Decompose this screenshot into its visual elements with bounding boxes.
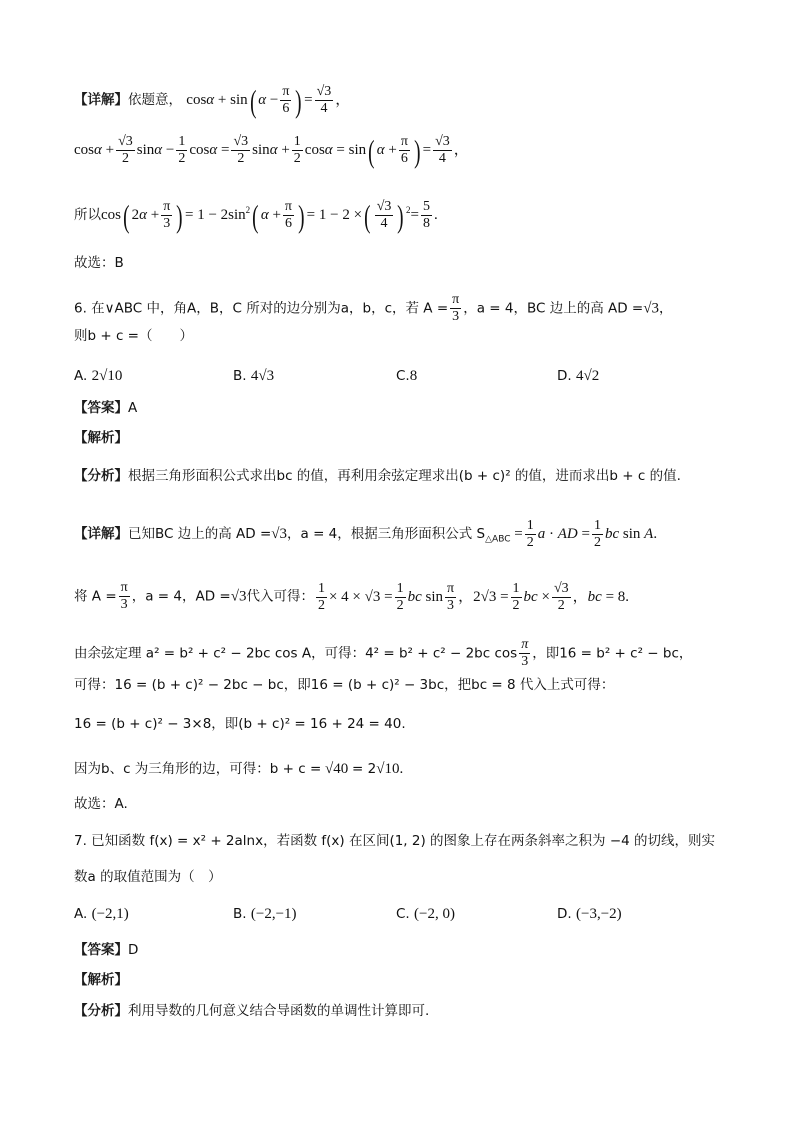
q6-cosine: 由余弦定理 a² = b² + c² − 2bc cos A，可得：4² = b² + c² − 2bc cos $\frac{\pi}{3}$ ，即16 = b² + c² − bc， [74, 637, 693, 670]
choose-b: 故选：B [74, 255, 124, 271]
equation-3: 所以cos( 2α + $\frac{\pi}{3}$ ) = $1 - 2\sin^2$( α + $\frac{\pi}{6}$ ) = 1 − 2 ×( $\frac{√3}{4}$ ) $^2$= $\frac{5}{8}$ . [74, 197, 438, 234]
q6-option-d: D. 4√2 [557, 368, 600, 384]
equation-1: cosα + sin( α − $\frac{\pi}{6}$ ) = $\frac{√3}{4}$ ， [186, 82, 351, 119]
detail-intro: 依题意， [128, 92, 182, 109]
q6-option-a: A. 2√10 [74, 368, 123, 384]
q7-option-a: A. (−2,1) [74, 906, 129, 922]
q6-analysis: 【分析】根据三角形面积公式求出bc 的值，再利用余弦定理求出(b + c)² 的值，进而求出b + c 的值. [74, 468, 681, 484]
q7-stem-line2: 数a 的取值范围为（ ） [74, 869, 222, 885]
q6-get2: 16 = (b + c)² − 3×8，即(b + c)² = 16 + 24 = 40. [74, 716, 406, 732]
q6-stem: 6. 在∨ABC 中，角A，B，C 所对的边分别为a，b，c，若 A = $\frac{\pi}{3}$ ，a = 4，BC 边上的高 AD =√3， [74, 292, 673, 325]
q6-stem-line2: 则b + c =（ ） [74, 328, 193, 344]
detail-tag: 【详解】 [74, 92, 128, 109]
q6-answer: 【答案】A [74, 400, 138, 416]
q7-option-d: D. (−3,−2) [557, 906, 622, 922]
equation-2: cosα + $\frac{√3}{2}$ sinα − $\frac{1}{2}$ cosα = $\frac{√3}{2}$ sinα + $\frac{1}{2}$ cosα = sin( α + $\frac{\pi}{6}$ ) = $\frac{√3}{4}$ ， [74, 132, 469, 169]
q7-jiexi: 【解析】 [74, 972, 128, 988]
q6-because: 因为b、c 为三角形的边，可得：b + c = √40 = 2√10. [74, 761, 404, 777]
q7-answer: 【答案】D [74, 942, 139, 958]
q7-stem: 7. 已知函数 f(x) = x² + 2alnx，若函数 f(x) 在区间(1, 2) 的图象上存在两条斜率之积为 −4 的切线，则实 [74, 833, 716, 849]
q6-get1: 可得：16 = (b + c)² − 2bc − bc，即16 = (b + c)² − 3bc，把bc = 8 代入上式可得： [74, 677, 615, 693]
q6-option-b: B. 4√3 [233, 368, 275, 384]
q6-option-c: C.8 [396, 368, 418, 384]
q6-detail: 【详解】已知BC 边上的高 AD =√3，a = 4，根据三角形面积公式 $S_{\triangle ABC}$ = $\frac{1}{2}$ a · AD = $\frac{1}{2}$ bc sin A. [74, 518, 658, 551]
q7-analysis: 【分析】利用导数的几何意义结合导函数的单调性计算即可. [74, 1003, 430, 1019]
q6-jiexi: 【解析】 [74, 430, 128, 446]
q6-substitute: 将 A = $\frac{\pi}{3}$ ，a = 4，AD =√3代入可得： $\frac{1}{2}$ × 4 × √3 = $\frac{1}{2}$ bc sin $\frac{\pi}{3}$ ，2√3 = $\frac{1}{2}$ bc × $\frac{√3}{2}$ ，bc = 8. [74, 580, 630, 613]
q7-option-b: B. (−2,−1) [233, 906, 297, 922]
q7-option-c: C. (−2, 0) [396, 906, 455, 922]
detail-line-1 [74, 84, 350, 117]
q6-choose: 故选：A. [74, 796, 128, 812]
